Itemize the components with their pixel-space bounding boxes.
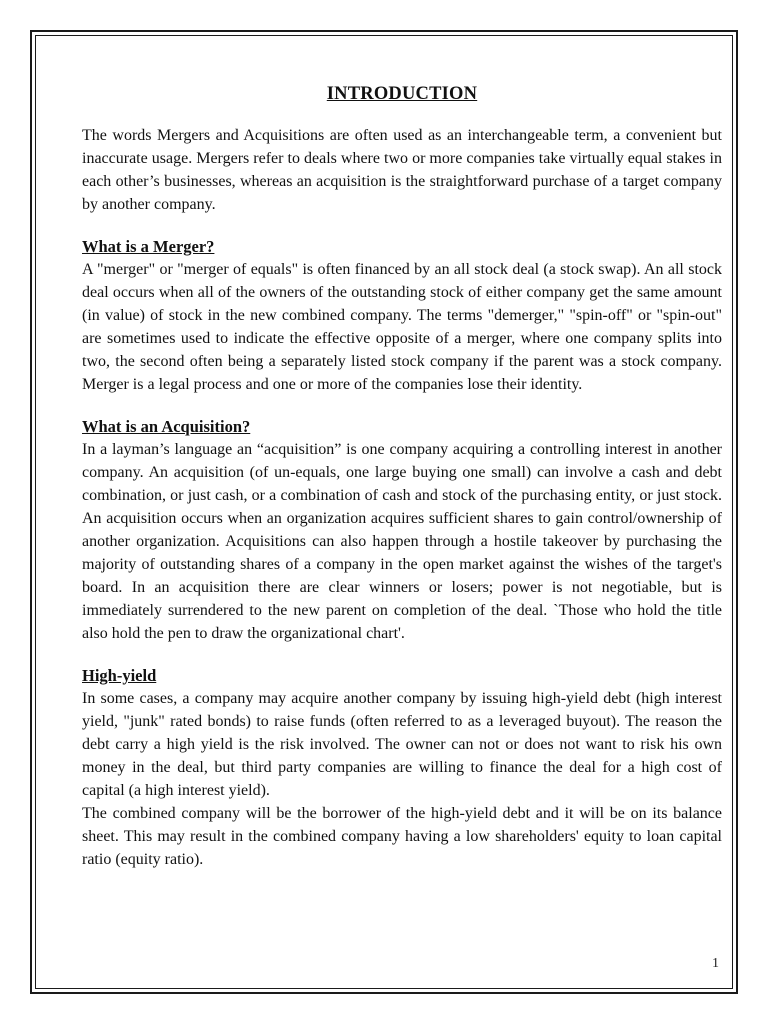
section-paragraph: In a layman’s language an “acquisition” is one company acquiring a controlling interest in another company. An acquisition (of un-equals, one large buying one small) can involve a cash and debt combination, or just cash, or a combination of cash and stock of the purchasing entity, or just stock. An acquisition occurs when an organization acquires sufficient shares to gain control/ownership of another organization. Acquisitions can also happen through a hostile takeover by purchasing the majority of outstanding shares of a company in the open market against the wishes of the target's board. In an acquisition there are clear winners or losers; power is not negotiable, but is immediately surrendered to the new parent on completion of the deal. `Those who hold the title also hold the pen to draw the organizational chart'. [82,441,722,642]
intro-paragraph: The words Mergers and Acquisitions are often used as an interchangeable term, a convenient but inaccurate usage. Mergers refer to deals where two or more companies take virtually equal stakes in each other’s businesses, whereas an acquisition is the straightforward purchase of a target company by another company. [82,127,722,213]
section-heading: What is an Acquisition? [82,417,251,436]
document-body [82,84,722,871]
section-merger [82,236,722,396]
document-title: INTRODUCTION [326,84,478,104]
section-acquisition [82,416,722,645]
page-number: 1 [712,956,719,971]
section-paragraph: A "merger" or "merger of equals" is often financed by an all stock deal (a stock swap). An all stock deal occurs when all of the owners of the outstanding stock of either company get the same amount (in value) of stock in the new combined company. The terms "demerger," "spin-off" or "spin-out" are sometimes used to indicate the effective opposite of a merger, where one company splits into two, the second often being a separately listed stock company if the parent was a stock company. Merger is a legal process and one or more of the companies lose their identity. [82,261,722,393]
section-high-yield [82,665,722,871]
section-paragraph: The combined company will be the borrower of the high-yield debt and it will be on its balance sheet. This may result in the combined company having a low shareholders' equity to loan capital ratio (equity ratio). [82,805,722,868]
section-paragraph: In some cases, a company may acquire another company by issuing high-yield debt (high interest yield, "junk" rated bonds) to raise funds (often referred to as a leveraged buyout). The reason the debt carry a high yield is the risk involved. The owner can not or does not want to risk his own money in the deal, but third party companies are willing to finance the deal for a high cost of capital (a high interest yield). [82,690,722,799]
section-heading: What is a Merger? [82,237,215,256]
section-heading: High-yield [82,666,157,685]
